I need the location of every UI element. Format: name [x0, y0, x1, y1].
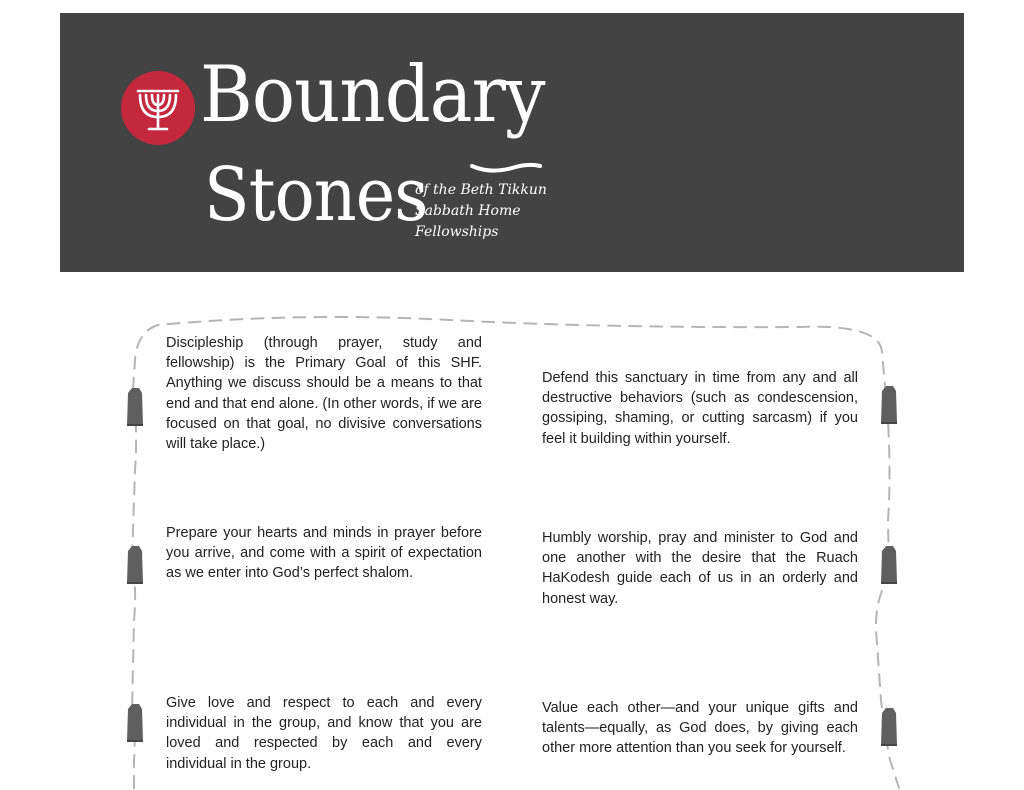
boundary-stone-icon [124, 387, 146, 427]
subtitle-line: of the Beth Tikkun [415, 182, 547, 198]
rule-humbly-worship: Humbly worship, pray and minister to God and one another with the desire that the Ruach HaKodesh guide each of us in an orderly and honest way. [542, 530, 858, 607]
subtitle-line: Sabbath Home [415, 203, 521, 219]
rule-prepare-hearts: Prepare your hearts and minds in prayer before you arrive, and come with a spirit of expectation as we enter into God’s perfect shalom. [166, 525, 482, 582]
title-line-1: Boundary [200, 50, 545, 140]
title-line-2: Stones [204, 152, 428, 238]
boundary-stone-icon [878, 385, 900, 425]
boundary-stone-icon [878, 545, 900, 585]
subtitle-line: Fellowships [415, 224, 499, 240]
rule-love-respect: Give love and respect to each and every individual in the group, and know that you are loved and respected by each and every individual in the group. [166, 695, 482, 772]
rule-value-each-other: Value each other—and your unique gifts and talents—equally, as God does, by giving each other more attention than you seek for yourself. [542, 700, 858, 757]
boundary-stone-icon [124, 545, 146, 585]
boundary-stone-icon [124, 703, 146, 743]
boundary-stone-icon [878, 707, 900, 747]
rule-discipleship: Discipleship (through prayer, study and fellowship) is the Primary Goal of this SHF. Anything we discuss should be a means to that end and that end alone. (In other words, if we are focused on that goal, no divisive conversations will take place.) [166, 335, 482, 453]
rule-defend-sanctuary: Defend this sanctuary in time from any and all destructive behaviors (such as condescension, gossiping, shaming, or cutting sarcasm) if you feel it building within yourself. [542, 370, 858, 447]
